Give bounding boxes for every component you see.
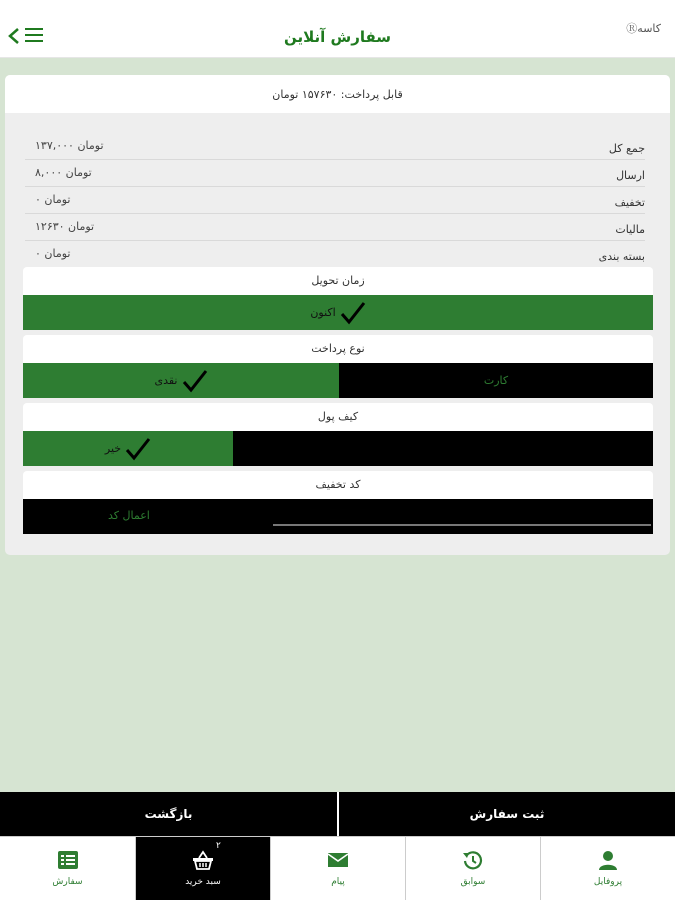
wallet-no-label: خیر — [104, 442, 122, 455]
summary-row-packaging — [25, 241, 645, 268]
summary-label: ارسال — [616, 169, 645, 182]
summary-label: بسته بندی — [598, 250, 645, 263]
summary-label: مالیات — [615, 223, 645, 236]
wallet-label: کیف پول — [23, 403, 653, 431]
apply-code-button[interactable]: اعمال کد — [108, 509, 150, 522]
order-card — [5, 75, 670, 555]
summary-row-shipping — [25, 160, 645, 187]
payment-card-label: کارت — [483, 374, 509, 387]
payment-cash-label: نقدی — [154, 374, 178, 387]
cart-count-badge: ۲ — [216, 841, 221, 851]
basket-icon — [192, 850, 214, 870]
tab-orders[interactable] — [0, 837, 135, 900]
check-icon — [340, 301, 366, 325]
delivery-option-label: اکنون — [310, 306, 336, 319]
wallet-toggle[interactable] — [23, 431, 653, 466]
summary-value: ۰ تومان — [35, 193, 71, 206]
tab-orders-label: سفارش — [52, 877, 83, 887]
history-icon — [462, 850, 484, 870]
page-title: سفارش آنلاین — [283, 28, 392, 46]
summary-value: ۸,۰۰۰ تومان — [35, 166, 92, 179]
tab-history[interactable] — [405, 837, 540, 900]
tab-cart-label: سبد خرید — [185, 877, 221, 887]
payment-cash-option[interactable] — [23, 363, 339, 398]
top-bar — [0, 0, 675, 58]
summary-value: ۱۲۶۳۰ تومان — [35, 220, 95, 233]
payment-type-toggle — [23, 363, 653, 398]
summary-value: ۰ تومان — [35, 247, 71, 260]
submit-order-button[interactable]: ثبت سفارش — [469, 807, 545, 821]
list-icon — [57, 850, 79, 870]
summary-value: ۱۳۷,۰۰۰ تومان — [35, 139, 104, 152]
delivery-time-label: زمان تحویل — [23, 267, 653, 295]
delivery-time-option[interactable] — [23, 295, 653, 330]
back-button[interactable]: بازگشت — [144, 807, 193, 821]
discount-code-bar — [23, 499, 653, 534]
tab-messages-label: پیام — [331, 877, 345, 887]
summary-row-tax — [25, 214, 645, 241]
check-icon — [182, 369, 208, 393]
tab-profile-label: پروفایل — [593, 877, 623, 887]
envelope-icon — [327, 850, 349, 870]
bottom-tab-bar — [0, 836, 675, 900]
summary-label: تخفیف — [614, 196, 645, 209]
summary-row-total — [25, 133, 645, 160]
summary-label: جمع کل — [608, 142, 645, 155]
payable-amount: قابل پرداخت: ۱۵۷۶۳۰ تومان — [5, 75, 670, 113]
discount-code-label: کد تخفیف — [23, 471, 653, 499]
wallet-no-option[interactable] — [23, 431, 233, 466]
tab-profile[interactable] — [540, 837, 675, 900]
brand-logo: Ⓡ︎کاسه — [626, 22, 661, 35]
payment-type-label: نوع پرداخت — [23, 335, 653, 363]
user-icon — [597, 850, 619, 870]
tab-messages[interactable] — [270, 837, 405, 900]
payment-card-option[interactable] — [339, 363, 653, 398]
action-bar — [0, 792, 675, 836]
tab-cart[interactable] — [135, 837, 270, 900]
discount-code-input[interactable] — [273, 524, 651, 526]
tab-history-label: سوابق — [460, 877, 486, 887]
check-icon — [125, 437, 151, 461]
summary-row-discount — [25, 187, 645, 214]
